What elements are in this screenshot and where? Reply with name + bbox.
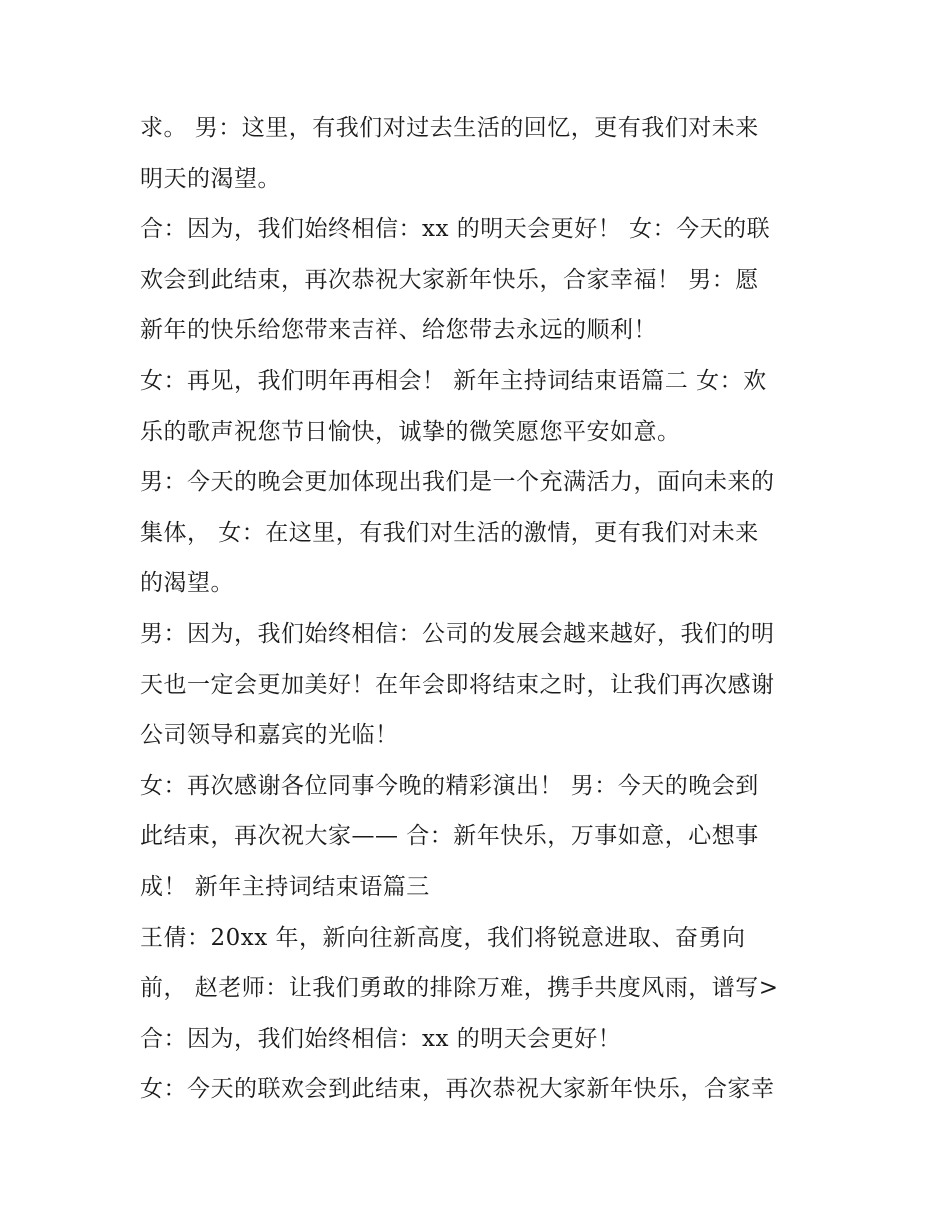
text-line-1: 求。 男：这里，有我们对过去生活的回忆，更有我们对未来 [140,115,759,141]
document-body [140,103,830,1115]
text-line-14: 女：再次感谢各位同事今晚的精彩演出！ 男：今天的晚会到 [140,772,759,799]
text-line-20: 女：今天的联欢会到此结束，再次恭祝大家新年快乐，合家幸 [140,1076,775,1103]
text-line-11: 男：因为，我们始终相信：公司的发展会越来越好，我们的明 [140,620,775,647]
text-line-10: 的渴望。 [140,570,234,597]
text-line-9: 集体， 女：在这里，有我们对生活的激情，更有我们对未来 [140,519,759,546]
text-line-7: 乐的歌声祝您节日愉快，诚挚的微笑愿您平安如意。 [140,418,681,445]
text-line-15: 此结束，再次祝大家—— 合：新年快乐，万事如意，心想事 [140,823,759,850]
text-line-18: 前， 赵老师：让我们勇敢的排除万难，携手共度风雨，谱写> [140,975,779,1002]
text-line-6: 女：再见，我们明年再相会！ 新年主持词结束语篇二 女：欢 [140,367,767,394]
text-line-16: 成！ 新年主持词结束语篇三 [140,873,430,900]
text-line-5: 新年的快乐给您带来吉祥、给您带去永远的顺利！ [140,317,657,344]
text-line-17: 王倩：20xx 年，新向往新高度，我们将锐意进取、奋勇向 [140,924,746,951]
text-line-13: 公司领导和嘉宾的光临！ [140,722,399,749]
text-line-8: 男：今天的晚会更加体现出我们是一个充满活力，面向未来的 [140,469,775,496]
text-line-12: 天也一定会更加美好！在年会即将结束之时，让我们再次感谢 [140,671,775,698]
text-line-3: 合：因为，我们始终相信：xx 的明天会更好！ 女：今天的联 [140,216,771,243]
text-line-2: 明天的渴望。 [140,165,281,192]
text-line-19: 合：因为，我们始终相信：xx 的明天会更好！ [140,1025,622,1052]
text-line-4: 欢会到此结束，再次恭祝大家新年快乐，合家幸福！ 男：愿 [140,266,759,293]
